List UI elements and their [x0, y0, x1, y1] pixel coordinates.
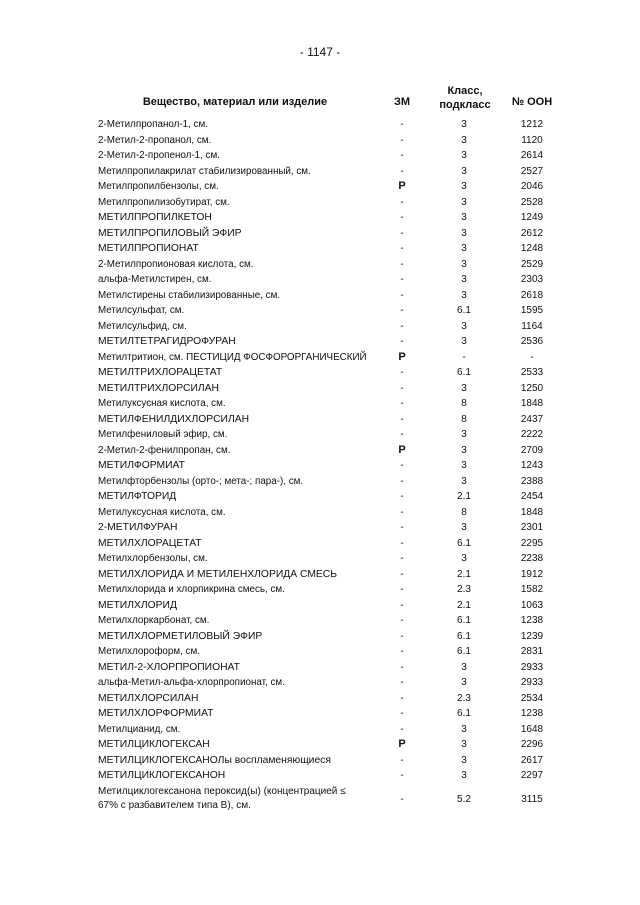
- entry-class: 8: [461, 413, 467, 425]
- entry-zm: -: [400, 367, 404, 378]
- entry-class: 6.1: [457, 646, 471, 657]
- entry-zm: -: [400, 165, 404, 177]
- entry-class: 3: [461, 677, 467, 688]
- entry-un-number: 1249: [520, 212, 544, 223]
- entry-zm: -: [400, 320, 404, 332]
- entry-un-number: 2533: [520, 367, 544, 378]
- entry-name: МЕТИЛФЕНИЛДИХЛОРСИЛАН: [98, 412, 250, 425]
- entry-name: МЕТИЛФОРМИАТ: [98, 459, 185, 471]
- entry-zm: P: [398, 350, 406, 363]
- entry-class: 6.1: [457, 367, 471, 378]
- table-row: [0, 133, 640, 149]
- entry-un-number: 1595: [520, 305, 544, 316]
- entry-zm: -: [400, 336, 404, 347]
- table-row: [0, 768, 640, 784]
- entry-un-number: 1582: [520, 584, 544, 595]
- table-row: [0, 164, 640, 180]
- entry-class: 2.1: [457, 599, 471, 611]
- entry-name: МЕТИЛХЛОРИД: [98, 598, 177, 611]
- entry-un-number: 2454: [520, 491, 544, 502]
- table-row: [0, 520, 640, 536]
- entry-class: 3: [461, 770, 467, 781]
- entry-class: 6.1: [457, 615, 471, 626]
- table-row: [0, 722, 640, 738]
- entry-name: 2-Метил-2-пропанол, см.: [98, 134, 212, 146]
- table-row: [0, 148, 640, 164]
- entry-zm: -: [400, 382, 404, 394]
- entry-class: 3: [461, 460, 467, 471]
- entry-un-number: 1120: [521, 134, 543, 146]
- entry-class: 3: [461, 723, 467, 735]
- entry-class: 3: [461, 212, 467, 223]
- entry-name: Метилхлорбензолы, см.: [98, 553, 208, 564]
- table-row: [0, 582, 640, 598]
- entry-zm: -: [400, 677, 404, 688]
- entry-name: 2-Метил-2-пропенол-1, см.: [98, 150, 220, 161]
- entry-class: 3: [461, 754, 467, 766]
- table-row: [0, 691, 640, 707]
- entry-name: МЕТИЛ-2-ХЛОРПРОПИОНАТ: [98, 660, 240, 673]
- entry-name: Метилпропилакрилат стабилизированный, см.: [98, 165, 311, 177]
- table-row: [0, 288, 640, 304]
- entry-un-number: 2301: [520, 522, 544, 533]
- entry-class: 3: [461, 243, 467, 254]
- entry-zm: P: [398, 443, 406, 456]
- entry-name: Метилуксусная кислота, см.: [98, 398, 226, 409]
- entry-class: 2.3: [457, 692, 471, 704]
- entry-zm: -: [400, 708, 404, 719]
- entry-name: Метилфениловый эфир, см.: [98, 429, 228, 440]
- entry-zm: -: [400, 305, 404, 316]
- table-row: [0, 350, 640, 366]
- table-row: [0, 396, 640, 412]
- entry-zm: -: [400, 274, 404, 285]
- entry-class: 3: [461, 429, 467, 440]
- entry-un-number: 2612: [520, 227, 544, 239]
- entry-zm: -: [400, 196, 404, 208]
- entry-zm: -: [400, 398, 404, 409]
- table-row: [0, 179, 640, 195]
- entry-un-number: 1648: [520, 723, 544, 735]
- table-row: [0, 427, 640, 443]
- entry-un-number: 1238: [520, 708, 544, 719]
- entry-zm: -: [400, 522, 404, 533]
- entry-class: 3: [461, 522, 467, 533]
- entry-un-number: 2295: [520, 537, 544, 549]
- entry-zm: -: [400, 491, 404, 502]
- entry-zm: -: [400, 150, 404, 161]
- entry-class: 6.1: [457, 305, 471, 316]
- entry-name: альфа-Метил-альфа-хлорпропионат, см.: [98, 677, 285, 688]
- entry-class: 3: [461, 289, 467, 301]
- table-row: [0, 629, 640, 645]
- entry-name: 2-Метилпропионовая кислота, см.: [98, 258, 254, 270]
- entry-class: 8: [461, 398, 467, 409]
- entry-name: МЕТИЛЦИКЛОГЕКСАН: [98, 738, 210, 750]
- entry-zm: -: [400, 212, 404, 223]
- table-row: [0, 489, 640, 505]
- entry-zm: -: [400, 646, 404, 657]
- entry-zm: -: [400, 289, 404, 301]
- entry-zm: -: [400, 723, 404, 735]
- table-row: [0, 598, 640, 614]
- entry-zm: -: [400, 537, 404, 549]
- entry-un-number: 2831: [520, 646, 544, 657]
- entry-un-number: 2529: [520, 258, 544, 270]
- entry-name: МЕТИЛХЛОРИДА И МЕТИЛЕНХЛОРИДА СМЕСЬ: [98, 567, 338, 580]
- entry-name: Метилхлорида и хлорпикрина смесь, см.: [98, 584, 285, 595]
- entry-name: МЕТИЛТРИХЛОРСИЛАН: [98, 381, 220, 394]
- header-class-line2: подкласс: [439, 99, 491, 111]
- entry-name: МЕТИЛТРИХЛОРАЦЕТАТ: [98, 366, 223, 378]
- entry-un-number: 1912: [520, 568, 544, 580]
- entry-class: 5.2: [457, 793, 471, 805]
- entry-name: 2-Метилпропанол-1, см.: [98, 119, 208, 130]
- entry-un-number: 1848: [520, 506, 544, 518]
- table-row: [0, 210, 640, 226]
- header-zm: ЗМ: [393, 96, 411, 108]
- table-body: [0, 117, 640, 814]
- entry-class: 3: [461, 150, 467, 161]
- entry-zm: -: [400, 227, 404, 239]
- table-row: [0, 257, 640, 273]
- entry-un-number: 1063: [520, 599, 544, 611]
- entry-class: 3: [461, 258, 467, 270]
- table-row: [0, 706, 640, 722]
- entry-class: 6.1: [457, 537, 471, 549]
- entry-name: Метилхлоркарбонат, см.: [98, 615, 210, 626]
- entry-name: МЕТИЛХЛОРАЦЕТАТ: [98, 536, 202, 549]
- entry-class: 3: [461, 196, 467, 208]
- table-row: [0, 644, 640, 660]
- table-row: [0, 195, 640, 211]
- entry-class: 6.1: [457, 708, 471, 719]
- entry-class: 3: [461, 320, 467, 332]
- entry-zm: -: [400, 793, 404, 805]
- table-row: [0, 536, 640, 552]
- header-class-line1: Класс,: [447, 85, 483, 97]
- entry-class: 2.1: [457, 491, 471, 502]
- entry-class: 6.1: [457, 630, 471, 642]
- page-number: - 1147 -: [299, 45, 341, 59]
- entry-un-number: 1238: [520, 615, 544, 626]
- entry-name: МЕТИЛПРОПИОНАТ: [98, 242, 199, 254]
- entry-class: 3: [461, 227, 467, 239]
- entry-zm: -: [400, 506, 404, 518]
- entry-name: Метилсульфид, см.: [98, 320, 187, 332]
- entry-zm: -: [400, 119, 404, 130]
- entry-name: Метилциклогексанона пероксид(ы) (концентрацией ≤ 67% с разбавителем типа B), см.: [98, 785, 346, 811]
- entry-name: Метилцианид, см.: [98, 723, 181, 735]
- entry-un-number: -: [530, 351, 534, 363]
- entry-zm: -: [400, 754, 404, 766]
- entry-zm: -: [400, 258, 404, 270]
- table-row: [0, 319, 640, 335]
- entry-un-number: 2528: [520, 196, 544, 208]
- entry-zm: -: [400, 615, 404, 626]
- entry-zm: -: [400, 413, 404, 425]
- entry-zm: -: [400, 661, 404, 673]
- entry-un-number: 2527: [520, 165, 544, 177]
- entry-zm: P: [398, 180, 406, 192]
- table-row: [0, 675, 640, 691]
- entry-class: 8: [461, 506, 467, 518]
- table-row: [0, 784, 640, 814]
- entry-zm: -: [400, 692, 404, 704]
- entry-name: МЕТИЛПРОПИЛОВЫЙ ЭФИР: [98, 226, 242, 239]
- entry-class: 3: [461, 134, 467, 146]
- entry-un-number: 2238: [520, 553, 544, 564]
- entry-name: Метилтритион, см. ПЕСТИЦИД ФОСФОРОРГАНИЧЕСКИЙ: [98, 351, 367, 363]
- table-header: [0, 84, 640, 118]
- table-row: [0, 226, 640, 242]
- entry-name: альфа-Метилстирен, см.: [98, 274, 212, 285]
- table-row: [0, 412, 640, 428]
- entry-class: 2.1: [457, 568, 471, 580]
- entry-un-number: 2933: [520, 677, 544, 688]
- entry-class: 3: [461, 661, 467, 673]
- entry-name: Метилфторбензолы (орто-; мета-; пара-), см.: [98, 475, 304, 487]
- table-row: [0, 272, 640, 288]
- header-name: Вещество, материал или изделие: [142, 96, 328, 108]
- entry-name: МЕТИЛТЕТРАГИДРОФУРАН: [98, 335, 236, 347]
- table-row: [0, 443, 640, 459]
- entry-un-number: 3115: [521, 793, 543, 805]
- entry-un-number: 1848: [520, 398, 544, 409]
- entry-class: 3: [461, 739, 467, 750]
- entry-zm: -: [400, 134, 404, 146]
- entry-un-number: 2534: [520, 692, 544, 704]
- table-row: [0, 303, 640, 319]
- entry-class: 2.3: [457, 584, 471, 595]
- entry-name: МЕТИЛЦИКЛОГЕКСАНОН: [98, 769, 226, 781]
- entry-un-number: 1248: [520, 243, 544, 254]
- entry-un-number: 2618: [520, 289, 544, 301]
- entry-name: Метилуксусная кислота, см.: [98, 506, 226, 518]
- header-class: [428, 84, 502, 112]
- entry-un-number: 1250: [520, 382, 544, 394]
- entry-zm: -: [400, 770, 404, 781]
- entry-class: 3: [461, 444, 467, 456]
- table-row: [0, 660, 640, 676]
- entry-name: МЕТИЛХЛОРСИЛАН: [98, 691, 199, 704]
- entry-name: МЕТИЛФТОРИД: [98, 490, 177, 502]
- entry-un-number: 2536: [520, 336, 544, 347]
- entry-zm: -: [400, 553, 404, 564]
- entry-name: Метилсульфат, см.: [98, 305, 185, 316]
- entry-zm: -: [400, 243, 404, 254]
- entry-class: 3: [461, 181, 467, 192]
- entry-un-number: 1239: [520, 630, 544, 642]
- table-row: [0, 613, 640, 629]
- table-row: [0, 551, 640, 567]
- entry-name: Метилстирены стабилизированные, см.: [98, 289, 281, 301]
- entry-class: 3: [461, 119, 467, 130]
- table-row: [0, 381, 640, 397]
- entry-un-number: 2222: [520, 429, 544, 440]
- entry-un-number: 1164: [521, 320, 543, 332]
- entry-un-number: 2388: [520, 475, 544, 487]
- entry-un-number: 2614: [520, 150, 544, 161]
- entry-un-number: 2297: [520, 770, 544, 781]
- entry-class: -: [462, 351, 466, 363]
- table-row: [0, 567, 640, 583]
- entry-un-number: 2933: [520, 661, 544, 673]
- entry-class: 3: [461, 165, 467, 177]
- entry-class: 3: [461, 336, 467, 347]
- entry-un-number: 2046: [520, 181, 544, 192]
- table-row: [0, 737, 640, 753]
- entry-name: МЕТИЛПРОПИЛКЕТОН: [98, 211, 212, 223]
- entry-un-number: 1243: [520, 460, 544, 471]
- entry-zm: -: [400, 475, 404, 487]
- entry-name: 2-Метил-2-фенилпропан, см.: [98, 444, 231, 456]
- entry-zm: -: [400, 460, 404, 471]
- entry-name: МЕТИЛХЛОРФОРМИАТ: [98, 707, 214, 719]
- entry-name: Метилпропилизобутират, см.: [98, 196, 230, 208]
- table-row: [0, 505, 640, 521]
- entry-zm: -: [400, 599, 404, 611]
- header-un: № ООН: [511, 96, 553, 108]
- entry-zm: -: [400, 568, 404, 580]
- entry-un-number: 1212: [520, 119, 544, 130]
- entry-name: 2-МЕТИЛФУРАН: [98, 521, 178, 533]
- table-row: [0, 474, 640, 490]
- entry-class: 3: [461, 274, 467, 285]
- entry-un-number: 2709: [520, 444, 544, 456]
- entry-zm: -: [400, 429, 404, 440]
- entry-zm: P: [398, 738, 406, 750]
- table-row: [0, 753, 640, 769]
- entry-name: МЕТИЛЦИКЛОГЕКСАНОЛы воспламеняющиеся: [98, 753, 331, 766]
- table-row: [0, 365, 640, 381]
- entry-class: 3: [461, 382, 467, 394]
- entry-class: 3: [461, 475, 467, 487]
- table-row: [0, 117, 640, 133]
- entry-un-number: 2296: [520, 739, 544, 750]
- entry-class: 3: [461, 553, 467, 564]
- entry-name: МЕТИЛХЛОРМЕТИЛОВЫЙ ЭФИР: [98, 629, 263, 642]
- entry-name: Метилпропилбензолы, см.: [98, 181, 219, 192]
- entry-zm: -: [400, 584, 404, 595]
- entry-name: Метилхлороформ, см.: [98, 646, 200, 657]
- entry-un-number: 2437: [520, 413, 544, 425]
- entry-un-number: 2303: [520, 274, 544, 285]
- table-row: [0, 458, 640, 474]
- entry-zm: -: [400, 630, 404, 642]
- table-row: [0, 241, 640, 257]
- entry-un-number: 2617: [520, 754, 544, 766]
- table-row: [0, 334, 640, 350]
